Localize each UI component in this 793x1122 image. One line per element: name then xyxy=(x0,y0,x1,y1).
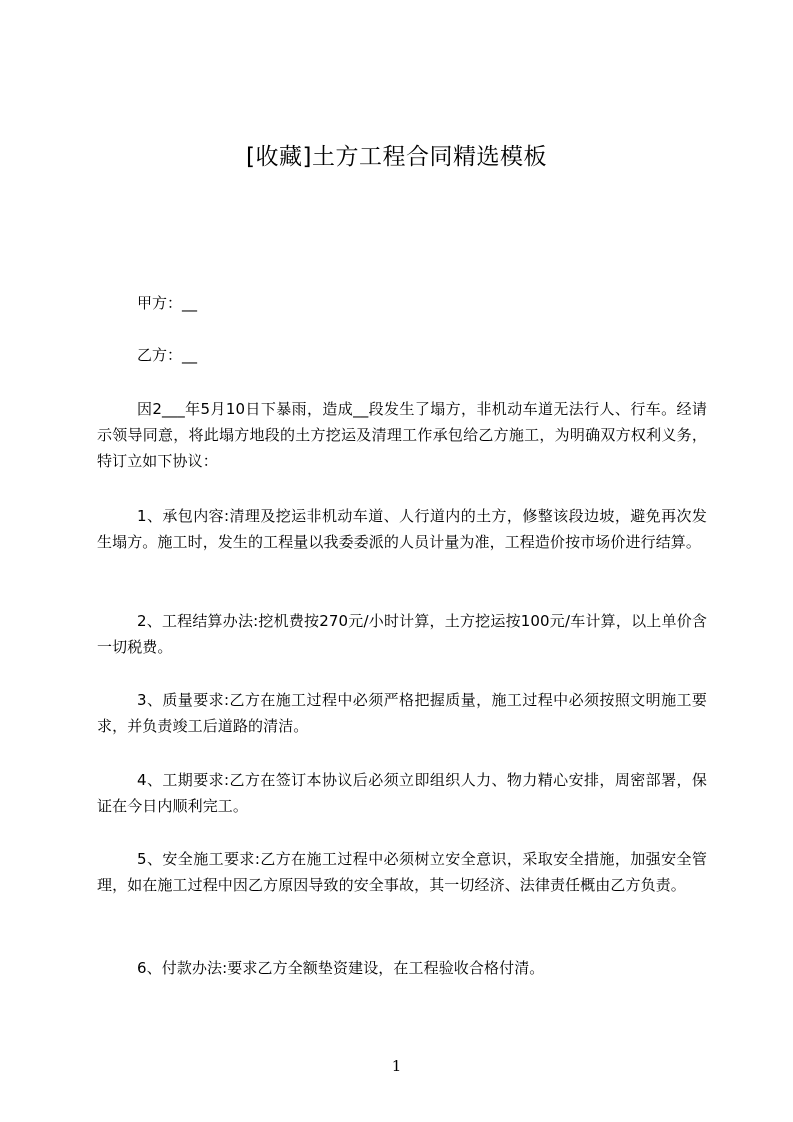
clause-1-paragraph: 1、承包内容:清理及挖运非机动车道、人行道内的土方，修整该段边坡，避免再次发生塌方。施工时，发生的工程量以我委委派的人员计量为准，工程造价按市场价进行结算。 xyxy=(97,507,707,551)
clause-2-paragraph: 2、工程结算办法:挖机费按270元/小时计算，土方挖运按100元/车计算，以上单价含一切税费。 xyxy=(97,612,707,656)
clause-3-paragraph: 3、质量要求:乙方在施工过程中必须严格把握质量，施工过程中必须按照文明施工要求，并负责竣工后道路的清洁。 xyxy=(97,691,707,735)
intro-paragraph: 因2___年5月10日下暴雨，造成__段发生了塌方，非机动车道无法行人、行车。经请示领导同意，将此塌方地段的土方挖运及清理工作承包给乙方施工，为明确双方权利义务，特订立如下协议： xyxy=(97,400,707,470)
party-b-line: 乙方：__ xyxy=(137,346,198,364)
document-title: [收藏]土方工程合同精选模板 xyxy=(246,144,547,170)
clause-5-paragraph: 5、安全施工要求:乙方在施工过程中必须树立安全意识，采取安全措施，加强安全管理，如在施工过程中因乙方原因导致的安全事故，其一切经济、法律责任概由乙方负责。 xyxy=(97,850,707,894)
page-number: 1 xyxy=(391,1057,402,1075)
clause-6-paragraph: 6、付款办法:要求乙方全额垫资建设，在工程验收合格付清。 xyxy=(137,959,545,977)
clause-4-paragraph: 4、工期要求:乙方在签订本协议后必须立即组织人力、物力精心安排，周密部署，保证在今日内顺利完工。 xyxy=(97,771,707,815)
party-a-line: 甲方：__ xyxy=(137,294,198,312)
